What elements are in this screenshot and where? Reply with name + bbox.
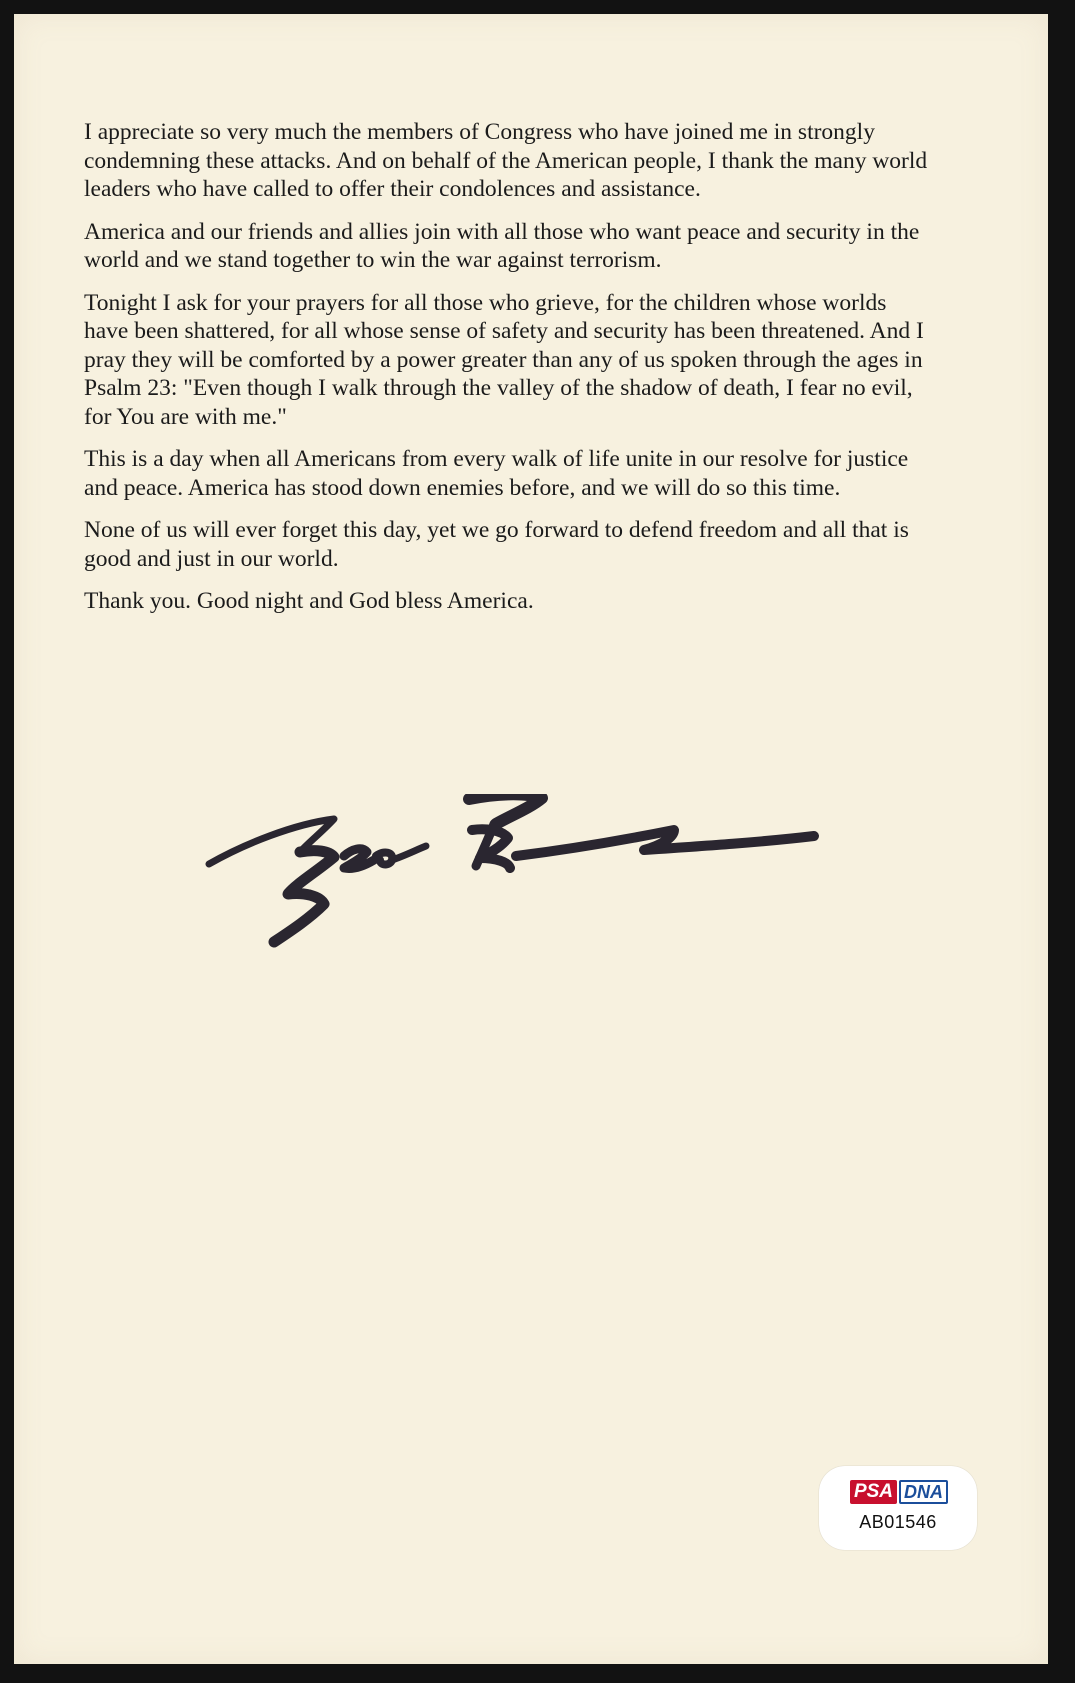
paragraph: Thank you. Good night and God bless America.: [84, 588, 534, 614]
psa-dna-logo: [837, 1478, 961, 1506]
paragraph: Tonight I ask for your prayers for all those who grieve, for the children whose worlds have been shattered, for all whose sense of safety and security has been threatened. And I pray they will be comforted by a power greater than any of us spoken through the ages in Psalm 23: "Even though I walk through the valley of the shadow of death, I fear no evil, for You are with me.": [84, 289, 924, 430]
speech-text: [84, 118, 1014, 630]
paragraph: None of us will ever forget this day, yet we go forward to defend freedom and all that is good and just in our world.: [84, 517, 909, 572]
dna-logo-mark: DNA: [899, 1480, 948, 1504]
psa-logo-mark: PSA: [850, 1480, 897, 1504]
certificate-number: AB01546: [859, 1512, 937, 1532]
authentication-sticker: [819, 1466, 977, 1550]
signed-page: [14, 14, 1048, 1664]
handwritten-signature: [204, 794, 904, 1024]
paragraph: America and our friends and allies join with all those who want peace and security in the world and we stand together to win the war against terrorism.: [84, 218, 920, 273]
paragraph: I appreciate so very much the members of Congress who have joined me in strongly condemning these attacks. And on behalf of the American people, I thank the many world leaders who have called to offer their condolences and assistance.: [84, 119, 928, 202]
paragraph: This is a day when all Americans from every walk of life unite in our resolve for justice and peace. America has stood down enemies before, and we will do so this time.: [84, 446, 909, 501]
